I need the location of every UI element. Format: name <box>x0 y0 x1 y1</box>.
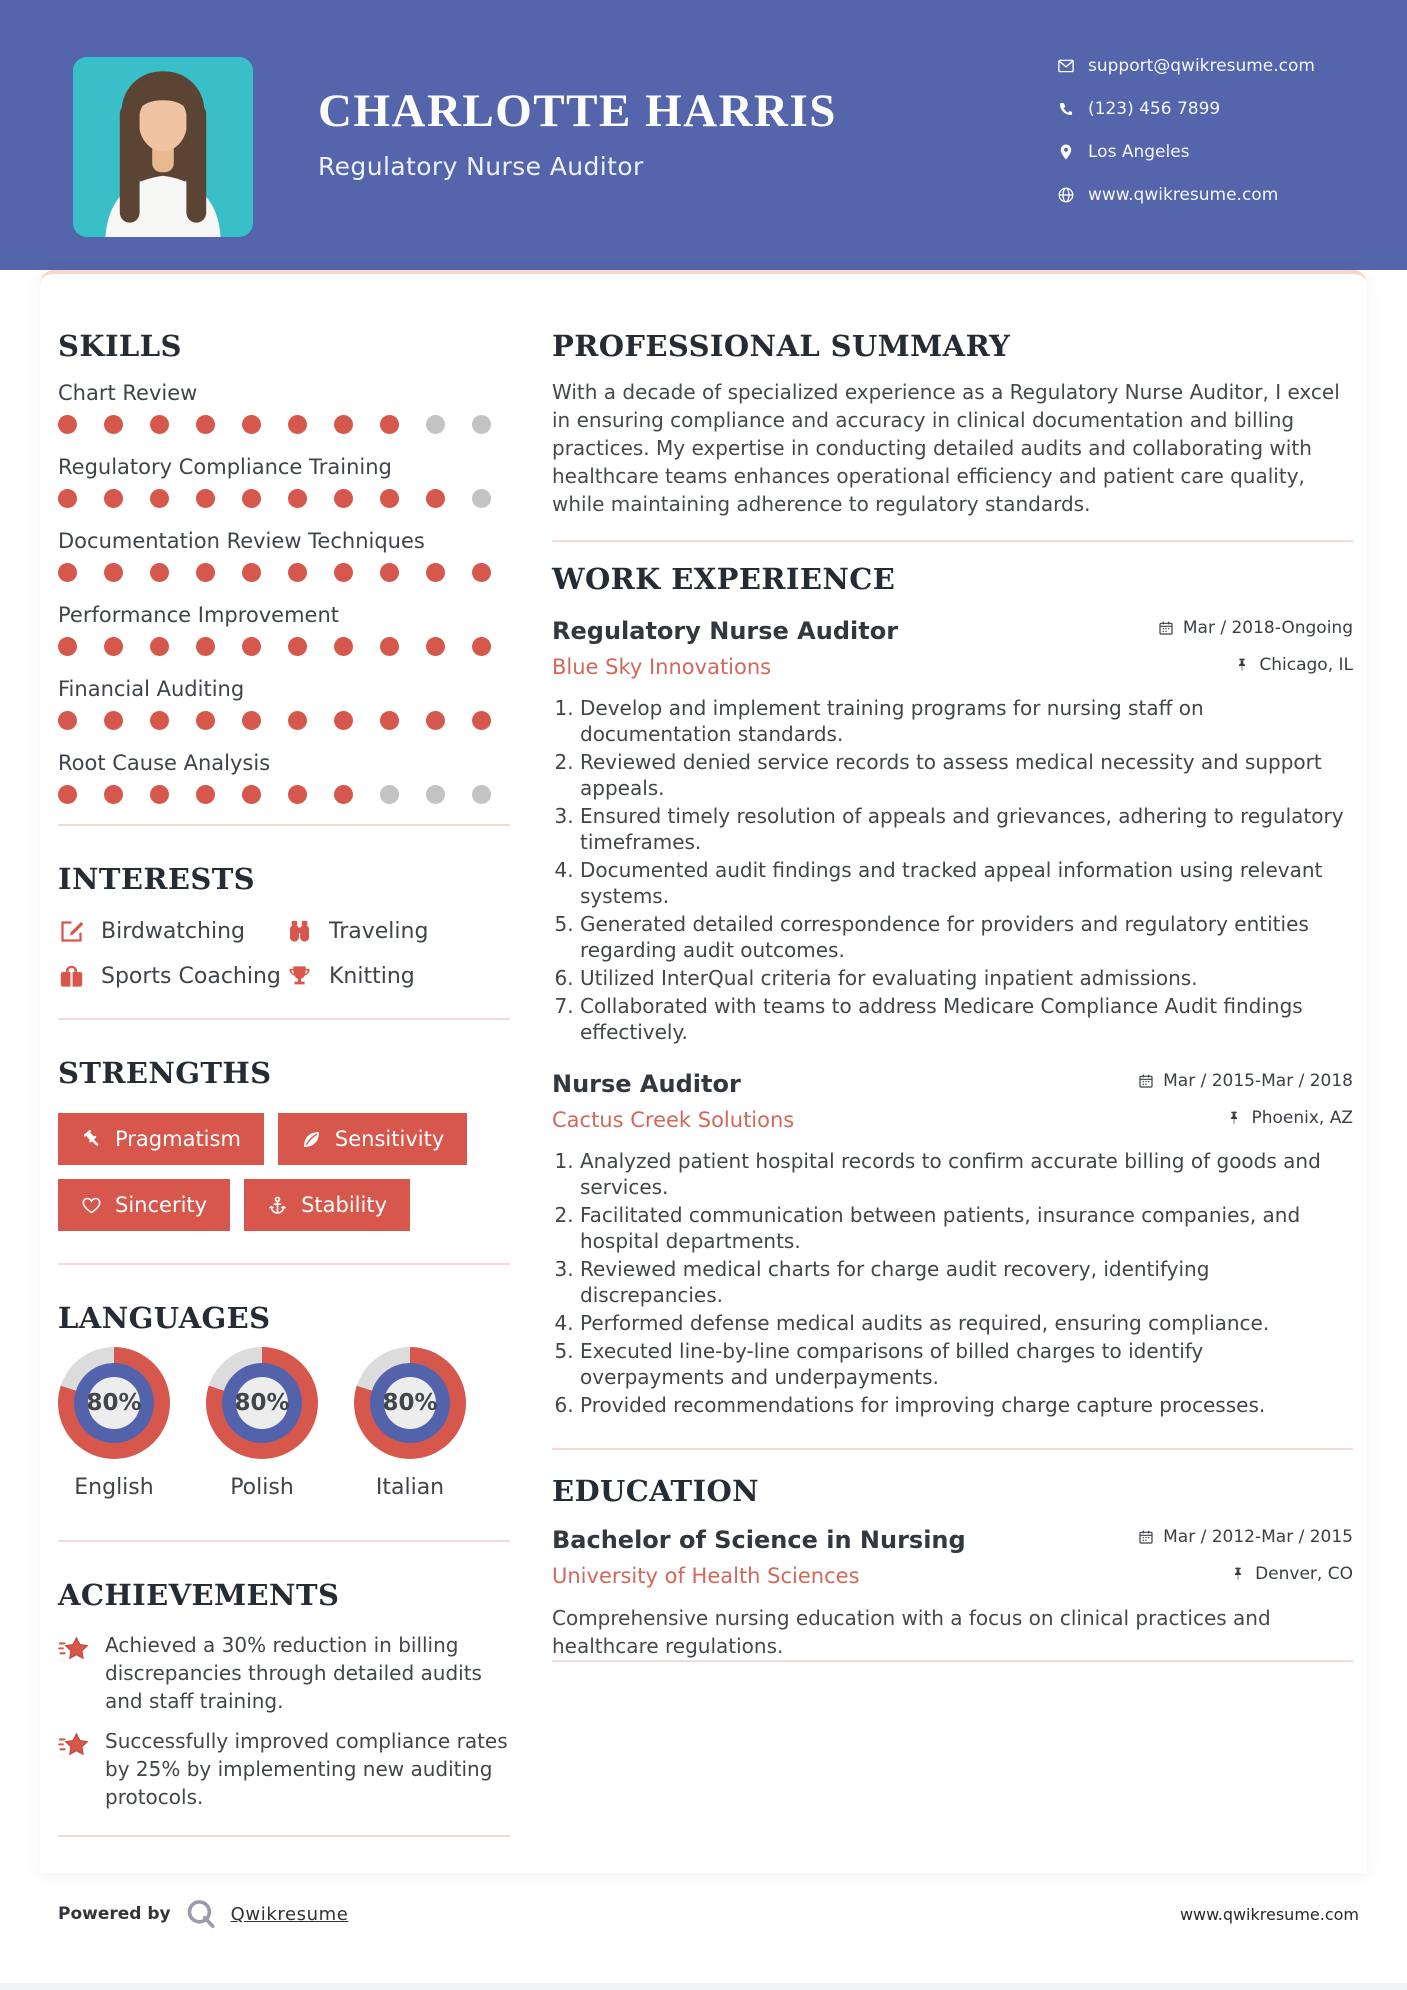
rating-dot-filled <box>196 489 215 508</box>
language-item <box>206 1347 318 1500</box>
section-divider <box>58 1263 510 1265</box>
rating-dot-filled <box>334 637 353 656</box>
skill-rating-dots <box>58 785 510 804</box>
job-bullet: 4. Documented audit findings and tracked appeal information using relevant systems. <box>580 857 1353 909</box>
section-divider <box>58 1540 510 1542</box>
strength-tag <box>278 1113 467 1165</box>
qwikresume-brand-link[interactable]: Qwikresume <box>230 1903 349 1925</box>
rating-dot-filled <box>426 489 445 508</box>
degree-title: Bachelor of Science in Nursing <box>552 1526 966 1555</box>
qwikresume-logo-icon <box>185 1898 217 1930</box>
skill-rating-dots <box>58 563 510 582</box>
job-dates: Mar / 2018-Ongoing <box>1182 617 1353 638</box>
job-title: Nurse Auditor <box>552 1069 741 1098</box>
gavel-icon <box>81 1129 102 1150</box>
interest-label: Knitting <box>329 963 415 989</box>
contact-phone: (123) 456 7899 <box>1088 99 1221 119</box>
globe-icon <box>1057 186 1075 204</box>
job-entry <box>552 1069 1353 1418</box>
phone-icon <box>1057 100 1075 118</box>
strength-label: Sensitivity <box>334 1127 445 1152</box>
education-description: Comprehensive nursing education with a focus on clinical practices and healthcare regulations. <box>552 1606 1271 1659</box>
job-header <box>552 1069 1353 1134</box>
skill-label: Chart Review <box>58 381 198 406</box>
profile-photo-illustration <box>73 57 253 237</box>
rating-dot-filled <box>104 637 123 656</box>
strengths-section <box>58 1056 510 1231</box>
education-meta <box>1138 1525 1353 1586</box>
education-heading: EDUCATION <box>552 1473 760 1508</box>
language-label: English <box>74 1474 154 1500</box>
job-location: Phoenix, AZ <box>1251 1107 1353 1128</box>
education-header <box>552 1525 1353 1590</box>
job-company: Cactus Creek Solutions <box>552 1107 795 1132</box>
summary-section <box>552 329 1353 518</box>
language-donut-chart <box>58 1347 170 1459</box>
rating-dot-filled <box>380 637 399 656</box>
job-bullet: 6. Provided recommendations for improving charge capture processes. <box>580 1392 1353 1418</box>
job-dates-row <box>1158 616 1353 640</box>
shooting-star-icon <box>58 1729 90 1761</box>
rating-dot-filled <box>58 711 77 730</box>
content-card <box>40 270 1367 1873</box>
calendar-icon <box>1138 1073 1154 1089</box>
strength-label: Stability <box>301 1193 388 1218</box>
rating-dot-filled <box>242 785 261 804</box>
rating-dot-filled <box>242 489 261 508</box>
rating-dot-filled <box>472 711 491 730</box>
rating-dot-filled <box>242 563 261 582</box>
rating-dot-filled <box>150 415 169 434</box>
job-location-row <box>1158 653 1353 677</box>
skill-item <box>58 454 510 508</box>
education-dates-row <box>1138 1525 1353 1549</box>
pushpin-icon <box>1230 1566 1246 1582</box>
calendar-icon <box>1158 620 1174 636</box>
language-label: Polish <box>230 1474 294 1500</box>
education-dates: Mar / 2012-Mar / 2015 <box>1163 1527 1353 1548</box>
donut-percent-label: 80% <box>384 1377 436 1429</box>
job-bullet: 1. Analyzed patient hospital records to confirm accurate billing of goods and services. <box>580 1148 1353 1200</box>
achievements-heading: ACHIEVEMENTS <box>58 1577 340 1612</box>
rating-dot-filled <box>426 711 445 730</box>
job-bullet: 4. Performed defense medical audits as required, ensuring compliance. <box>580 1310 1353 1336</box>
rating-dot-empty <box>472 415 491 434</box>
interest-item <box>58 963 286 990</box>
job-meta <box>1138 1069 1353 1130</box>
job-bullet: 1. Develop and implement training programs for nursing staff on documentation standards. <box>580 695 1353 747</box>
language-label: Italian <box>375 1474 445 1500</box>
trophy-icon <box>286 963 313 990</box>
rating-dot-filled <box>196 785 215 804</box>
edit-icon <box>58 918 85 945</box>
heart-icon <box>81 1195 102 1216</box>
contact-website[interactable]: www.qwikresume.com <box>1088 185 1279 205</box>
school-name: University of Health Sciences <box>552 1564 860 1589</box>
rating-dot-filled <box>380 489 399 508</box>
job-bullet: 2. Reviewed denied service records to assess medical necessity and support appeals. <box>580 749 1353 801</box>
rating-dot-filled <box>472 563 491 582</box>
interest-label: Birdwatching <box>101 918 245 944</box>
experience-section <box>552 562 1353 1417</box>
header-band <box>0 0 1407 270</box>
rating-dot-filled <box>426 637 445 656</box>
job-dates-row <box>1138 1069 1353 1093</box>
education-location: Denver, CO <box>1255 1564 1353 1585</box>
strength-tag <box>244 1179 410 1231</box>
job-entry <box>552 616 1353 1045</box>
achievement-item <box>58 1727 510 1811</box>
rating-dot-filled <box>58 489 77 508</box>
achievement-text: Achieved a 30% reduction in billing discrepancies through detailed audits and staff training. <box>105 1632 482 1713</box>
rating-dot-filled <box>334 489 353 508</box>
footer-website[interactable]: www.qwikresume.com <box>1179 1904 1359 1924</box>
skill-item <box>58 602 510 656</box>
location-pin-icon <box>1057 143 1075 161</box>
donut-percent-label: 80% <box>88 1377 140 1429</box>
leaf-icon <box>301 1129 322 1150</box>
section-divider <box>58 1018 510 1020</box>
summary-text: With a decade of specialized experience as a Regulatory Nurse Auditor, I excel in ensuring compliance and accuracy in clinical documentation and billing practices. My expertise in conducting detailed audits and collaborating with healthcare teams enhances operational efficiency and patient care quality, while maintaining adherence to regulatory standards. <box>552 380 1340 517</box>
interest-item <box>286 918 510 945</box>
skills-list <box>58 380 510 804</box>
section-divider <box>552 1660 1353 1662</box>
achievements-section <box>58 1578 510 1811</box>
job-header <box>552 616 1353 681</box>
contact-email[interactable]: support@qwikresume.com <box>1088 56 1315 76</box>
donut-percent-label: 80% <box>236 1377 288 1429</box>
rating-dot-filled <box>104 563 123 582</box>
strength-tags <box>58 1113 510 1231</box>
rating-dot-filled <box>288 785 307 804</box>
contact-email-row <box>1057 56 1362 76</box>
pushpin-icon <box>1234 657 1250 673</box>
job-company: Blue Sky Innovations <box>552 654 772 679</box>
section-divider <box>58 1835 510 1837</box>
language-donuts <box>58 1347 510 1500</box>
rating-dot-filled <box>196 711 215 730</box>
strengths-heading: STRENGTHS <box>58 1055 272 1090</box>
job-bullet: 2. Facilitated communication between patients, insurance companies, and hospital departments. <box>580 1202 1353 1254</box>
achievement-text: Successfully improved compliance rates by 25% by implementing new auditing protocols. <box>105 1728 508 1809</box>
rating-dot-filled <box>150 785 169 804</box>
rating-dot-empty <box>472 785 491 804</box>
rating-dot-filled <box>288 711 307 730</box>
job-bullet: 5. Executed line-by-line comparisons of billed charges to identify overpayments and underpayments. <box>580 1338 1353 1390</box>
rating-dot-filled <box>196 415 215 434</box>
anchor-icon <box>267 1195 288 1216</box>
person-job-title: Regulatory Nurse Auditor <box>318 152 644 181</box>
skill-label: Regulatory Compliance Training <box>58 455 392 480</box>
rating-dot-filled <box>150 489 169 508</box>
rating-dot-filled <box>426 563 445 582</box>
contact-list <box>1057 56 1362 205</box>
job-bullet: 3. Reviewed medical charts for charge audit recovery, identifying discrepancies. <box>580 1256 1353 1308</box>
shooting-star-icon <box>58 1633 90 1665</box>
achievements-list <box>58 1631 510 1811</box>
powered-by-label: Powered by <box>58 1904 171 1924</box>
rating-dot-filled <box>58 785 77 804</box>
interests-section <box>58 862 510 989</box>
rating-dot-filled <box>288 489 307 508</box>
skill-label: Root Cause Analysis <box>58 751 271 776</box>
powered-by-block <box>58 1898 348 1930</box>
rating-dot-filled <box>196 637 215 656</box>
section-divider <box>552 1448 1353 1450</box>
person-name: CHARLOTTE HARRIS <box>318 85 837 137</box>
skill-rating-dots <box>58 637 510 656</box>
interest-label: Sports Coaching <box>101 963 281 989</box>
summary-heading: PROFESSIONAL SUMMARY <box>552 329 1011 363</box>
language-donut-chart <box>206 1347 318 1459</box>
skills-heading: SKILLS <box>58 329 182 363</box>
education-location-row <box>1138 1562 1353 1586</box>
language-item <box>354 1347 466 1500</box>
avatar <box>73 57 253 237</box>
rating-dot-filled <box>334 563 353 582</box>
rating-dot-filled <box>150 637 169 656</box>
interests-heading: INTERESTS <box>58 862 256 897</box>
job-bullet: 3. Ensured timely resolution of appeals and grievances, adhering to regulatory timeframes. <box>580 803 1353 855</box>
rating-dot-filled <box>242 415 261 434</box>
calendar-icon <box>1138 1529 1154 1545</box>
skill-label: Documentation Review Techniques <box>58 529 425 554</box>
rating-dot-filled <box>58 563 77 582</box>
achievement-item <box>58 1631 510 1715</box>
languages-heading: LANGUAGES <box>58 1301 271 1336</box>
job-bullet: 6. Utilized InterQual criteria for evaluating inpatient admissions. <box>580 965 1353 991</box>
skill-item <box>58 750 510 804</box>
skill-rating-dots <box>58 489 510 508</box>
skill-rating-dots <box>58 711 510 730</box>
binoculars-icon <box>286 918 313 945</box>
rating-dot-filled <box>380 563 399 582</box>
interest-item <box>58 918 286 945</box>
rating-dot-filled <box>380 415 399 434</box>
rating-dot-filled <box>288 415 307 434</box>
identity-block <box>318 85 837 181</box>
contact-location: Los Angeles <box>1088 142 1190 162</box>
rating-dot-filled <box>150 711 169 730</box>
rating-dot-filled <box>288 563 307 582</box>
rating-dot-filled <box>104 415 123 434</box>
strength-tag <box>58 1113 264 1165</box>
section-divider <box>552 540 1353 542</box>
rating-dot-filled <box>334 415 353 434</box>
experience-heading: WORK EXPERIENCE <box>552 562 896 597</box>
rating-dot-filled <box>104 785 123 804</box>
skill-item <box>58 380 510 434</box>
section-divider <box>58 824 510 826</box>
rating-dot-filled <box>472 637 491 656</box>
contact-location-row <box>1057 142 1362 162</box>
rating-dot-filled <box>58 415 77 434</box>
rating-dot-empty <box>426 785 445 804</box>
rating-dot-filled <box>58 637 77 656</box>
rating-dot-filled <box>104 489 123 508</box>
job-title: Regulatory Nurse Auditor <box>552 616 899 645</box>
rating-dot-filled <box>150 563 169 582</box>
rating-dot-filled <box>334 711 353 730</box>
email-icon <box>1057 57 1075 75</box>
skill-item <box>58 528 510 582</box>
rating-dot-filled <box>196 563 215 582</box>
rating-dot-filled <box>334 785 353 804</box>
strength-label: Pragmatism <box>115 1127 241 1152</box>
right-column <box>552 329 1359 1873</box>
interests-grid <box>58 918 510 990</box>
interest-label: Traveling <box>329 918 429 944</box>
pushpin-icon <box>1226 1110 1242 1126</box>
footer <box>58 1898 1359 1930</box>
education-section <box>552 1448 1353 1662</box>
rating-dot-filled <box>380 711 399 730</box>
skills-section <box>58 329 510 804</box>
skill-label: Financial Auditing <box>58 677 245 702</box>
rating-dot-filled <box>242 711 261 730</box>
job-dates: Mar / 2015-Mar / 2018 <box>1163 1070 1353 1091</box>
languages-section <box>58 1301 510 1499</box>
rating-dot-filled <box>104 711 123 730</box>
skill-label: Performance Improvement <box>58 603 340 628</box>
skill-item <box>58 676 510 730</box>
job-meta <box>1158 616 1353 677</box>
job-location-row <box>1138 1106 1353 1130</box>
bottom-strip <box>0 1983 1407 1990</box>
skill-rating-dots <box>58 415 510 434</box>
briefcase-icon <box>58 963 85 990</box>
rating-dot-empty <box>380 785 399 804</box>
contact-website-row <box>1057 185 1362 205</box>
rating-dot-empty <box>472 489 491 508</box>
left-column <box>58 329 510 1873</box>
interest-item <box>286 963 510 990</box>
job-bullet: 5. Generated detailed correspondence for providers and regulatory entities regarding audit outcomes. <box>580 911 1353 963</box>
job-bullet-list <box>552 695 1353 1045</box>
rating-dot-empty <box>426 415 445 434</box>
job-bullet: 7. Collaborated with teams to address Medicare Compliance Audit findings effectively. <box>580 993 1353 1045</box>
job-location: Chicago, IL <box>1259 654 1353 675</box>
rating-dot-filled <box>288 637 307 656</box>
strength-tag <box>58 1179 230 1231</box>
language-donut-chart <box>354 1347 466 1459</box>
language-item <box>58 1347 170 1500</box>
job-bullet-list <box>552 1148 1353 1418</box>
rating-dot-filled <box>242 637 261 656</box>
strength-label: Sincerity <box>115 1193 208 1218</box>
contact-phone-row <box>1057 99 1362 119</box>
